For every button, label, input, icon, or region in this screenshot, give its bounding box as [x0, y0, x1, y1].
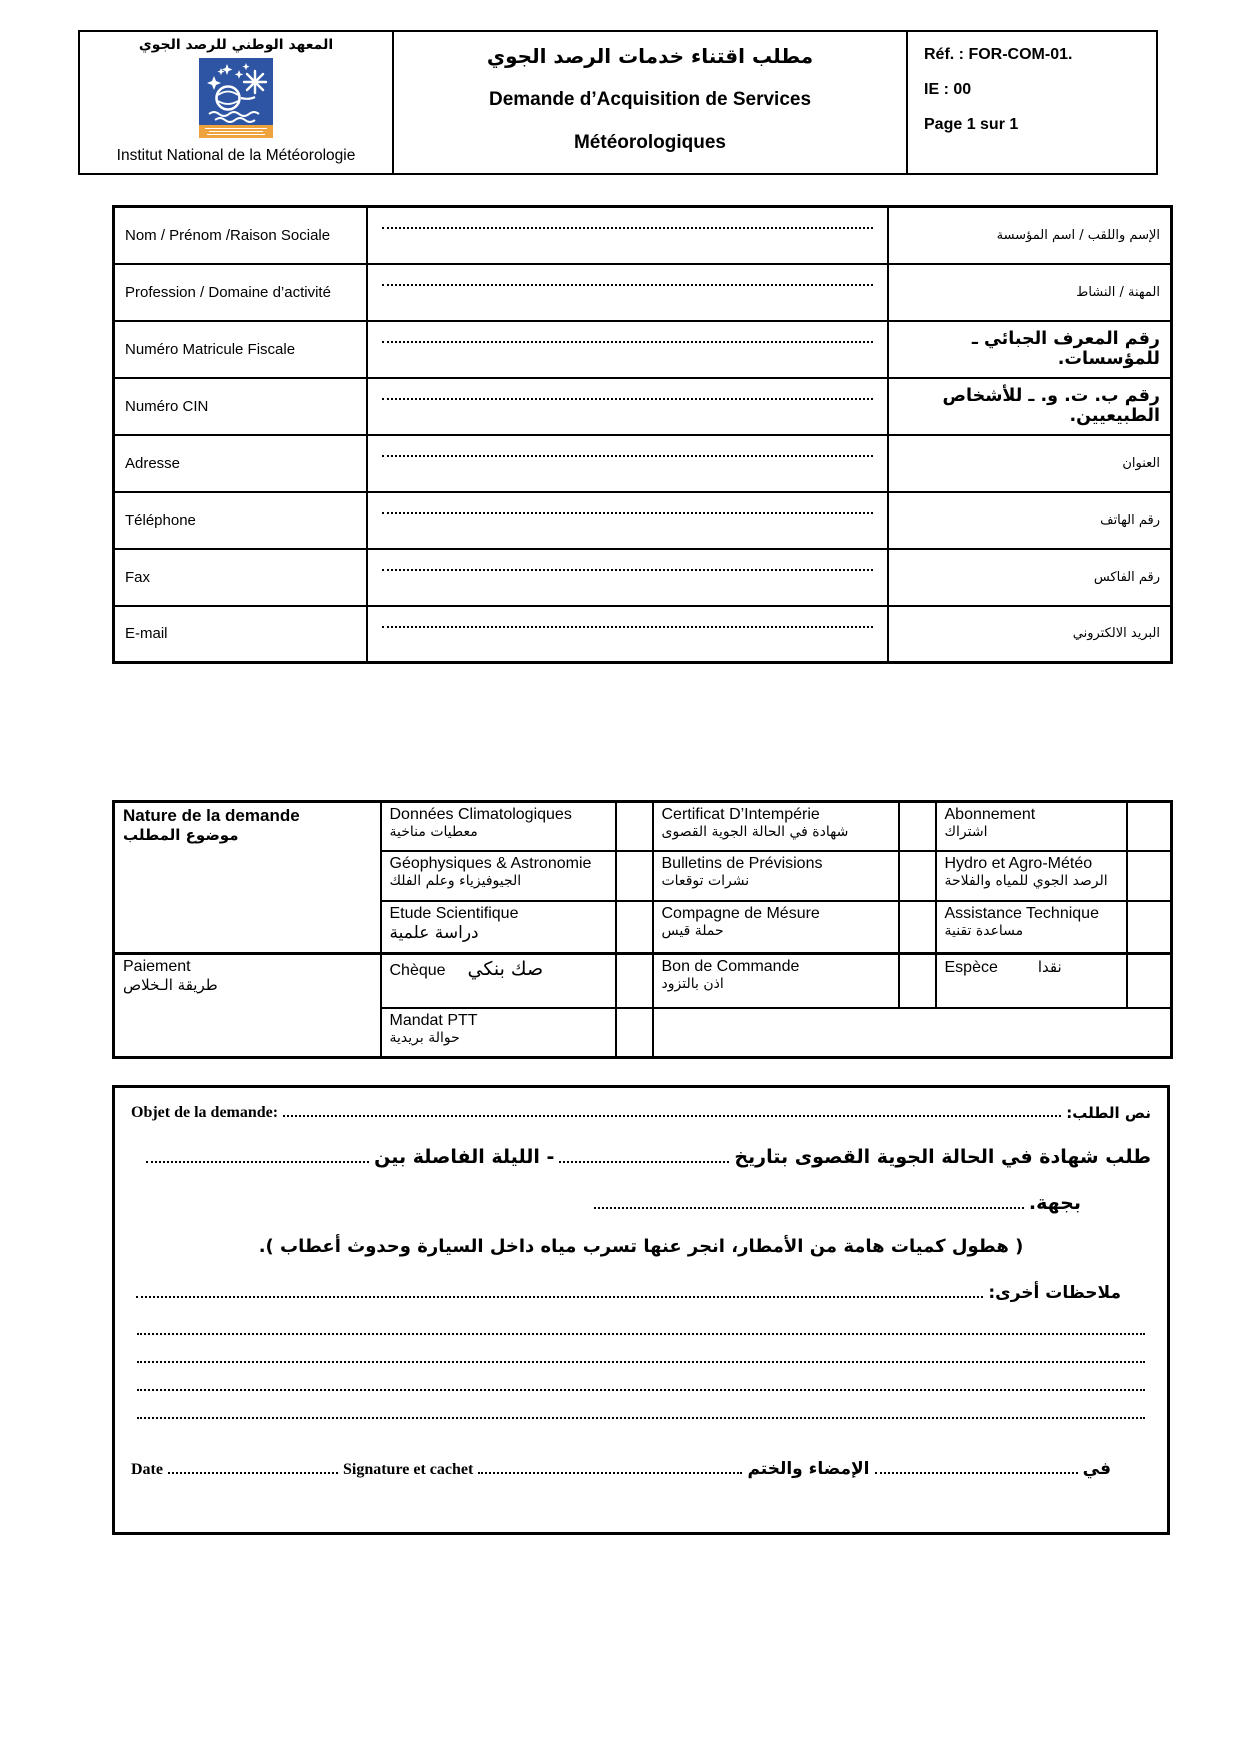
note-write-line[interactable] [137, 1417, 1145, 1419]
label-nom-ar: الإسم واللقب / اسم المؤسسة [888, 207, 1172, 264]
form-title-arabic: مطلب اقتناء خدمات الرصد الجوي [486, 44, 814, 68]
field-row-telephone [114, 492, 1172, 549]
reference-number: Réf. : FOR-COM-01. [924, 46, 1073, 63]
notes-label: ملاحظات أخرى: [988, 1283, 1121, 1303]
checkbox-etude[interactable] [616, 901, 653, 954]
label-cin-ar: رقم ب. ت. و. ـ للأشخاص الطبيعيين. [888, 378, 1172, 435]
label-fax: Fax [114, 549, 367, 606]
region-line [131, 1192, 1151, 1214]
note-write-line[interactable] [137, 1361, 1145, 1363]
region-label: بجهة. [1028, 1192, 1081, 1214]
header-ref-cell [908, 32, 1156, 173]
edition-number: IE : 00 [924, 81, 972, 98]
checkbox-mandat[interactable] [616, 1008, 653, 1058]
option-compagne-mesure: Compagne de Mésure حملة قيس [653, 901, 899, 954]
at-label-ar: في [1082, 1459, 1111, 1479]
notes-write-area[interactable] [136, 1296, 983, 1298]
objet-write-area[interactable] [283, 1115, 1061, 1117]
date-label: Date [131, 1461, 163, 1478]
checkbox-bon[interactable] [899, 954, 936, 1008]
date-signature-line [131, 1459, 1151, 1479]
checkbox-espece[interactable] [1127, 954, 1172, 1008]
night-write-area[interactable] [146, 1161, 369, 1163]
option-espece: Espèce نقدا [936, 954, 1127, 1008]
option-hydro-agro: Hydro et Agro-Météo الرصد الجوي للمياه والفلاحة [936, 851, 1127, 901]
option-certificat-intemperie: Certificat D’Intempérie شهادة في الحالة الجوية القصوى [653, 802, 899, 851]
signature-label-ar: الإمضاء والختم [747, 1459, 870, 1479]
field-row-adresse [114, 435, 1172, 492]
nature-label-cell [114, 802, 381, 954]
paiement-label-cell [114, 954, 381, 1058]
header-title-cell [394, 32, 908, 173]
field-row-matricule-fiscale [114, 321, 1172, 378]
option-geophysiques: Géophysiques & Astronomie الجيوفيزياء وعلم الفلك [381, 851, 616, 901]
label-email-ar: البريد الالكتروني [888, 606, 1172, 663]
nature-label-fr: Nature de la demande [123, 806, 300, 825]
option-assistance-technique: Assistance Technique مساعدة تقنية [936, 901, 1127, 954]
note-write-line[interactable] [137, 1333, 1145, 1335]
header [78, 30, 1158, 175]
adresse-write-area[interactable] [367, 435, 888, 492]
details-line: ( هطول كميات هامة من الأمطار، انجر عنها تسرب مياه داخل السيارة وحدوث أعطاب ). [258, 1236, 1024, 1257]
paiement-label-ar: طريقة الـخلاص [123, 976, 218, 994]
place-write-area[interactable] [875, 1472, 1078, 1474]
checkbox-bulletins[interactable] [899, 851, 936, 901]
label-cin: Numéro CIN [114, 378, 367, 435]
profession-write-area[interactable] [367, 264, 888, 321]
label-profession: Profession / Domaine d’activité [114, 264, 367, 321]
signature-label: Signature et cachet [342, 1461, 474, 1478]
checkbox-cheque[interactable] [616, 954, 653, 1008]
label-matricule-fiscale-ar: رقم المعرف الجبائي ـ للمؤسسات. [888, 321, 1172, 378]
date-field-write-area[interactable] [168, 1472, 338, 1474]
option-abonnement: Abonnement اشتراك [936, 802, 1127, 851]
option-bon-commande: Bon de Commande اذن بالتزود [653, 954, 899, 1008]
nom-write-area[interactable] [367, 207, 888, 264]
field-row-profession [114, 264, 1172, 321]
header-org-cell [80, 32, 394, 173]
objet-header-line [131, 1104, 1151, 1122]
nature-row-1 [114, 802, 1172, 851]
option-cheque: Chèque صك بنكي [381, 954, 616, 1008]
date-write-area[interactable] [559, 1161, 729, 1163]
org-name-arabic: المعهد الوطني للرصد الجوي [138, 37, 334, 53]
objet-section [112, 1085, 1170, 1535]
label-telephone-ar: رقم الهاتف [888, 492, 1172, 549]
checkbox-abonnement[interactable] [1127, 802, 1172, 851]
checkbox-geophysiques[interactable] [616, 851, 653, 901]
cin-write-area[interactable] [367, 378, 888, 435]
checkbox-donnees[interactable] [616, 802, 653, 851]
signature-write-area[interactable] [478, 1472, 742, 1474]
paiement-row-1 [114, 954, 1172, 1008]
label-nom: Nom / Prénom /Raison Sociale [114, 207, 367, 264]
form-title-french-line2: Météorologiques [573, 132, 726, 153]
field-row-fax [114, 549, 1172, 606]
form-title-french-line1: Demande d’Acquisition de Services [488, 89, 812, 110]
option-etude-scientifique: Etude Scientifique دراسة علمية [381, 901, 616, 954]
label-email: E-mail [114, 606, 367, 663]
certificate-request-line [131, 1146, 1151, 1168]
identity-table [112, 205, 1173, 664]
paiement-label-fr: Paiement [123, 958, 191, 975]
label-profession-ar: المهنة / النشاط [888, 264, 1172, 321]
objet-label-ar: نص الطلب: [1066, 1104, 1151, 1122]
objet-label-fr: Objet de la demande: [131, 1104, 279, 1121]
page-number: Page 1 sur 1 [924, 116, 1019, 133]
option-mandat-ptt: Mandat PTT حوالة بريدية [381, 1008, 616, 1058]
checkbox-certificat[interactable] [899, 802, 936, 851]
checkbox-hydro[interactable] [1127, 851, 1172, 901]
notes-line [131, 1283, 1151, 1303]
checkbox-compagne[interactable] [899, 901, 936, 954]
extra-note-lines [131, 1333, 1151, 1419]
field-row-cin [114, 378, 1172, 435]
option-donnees-climatologiques: Données Climatologiques معطيات مناخية [381, 802, 616, 851]
label-fax-ar: رقم الفاكس [888, 549, 1172, 606]
option-bulletins: Bulletins de Prévisions نشرات توقعات [653, 851, 899, 901]
label-telephone: Téléphone [114, 492, 367, 549]
inm-logo-icon [199, 58, 273, 143]
label-matricule-fiscale: Numéro Matricule Fiscale [114, 321, 367, 378]
org-name-french: Institut National de la Météorologie [116, 147, 356, 164]
request-text-part1: طلب شهادة في الحالة الجوية القصوى بتاريخ [734, 1146, 1151, 1168]
label-adresse: Adresse [114, 435, 367, 492]
request-text-part2: - الليلة الفاصلة بين [374, 1146, 555, 1168]
empty-cell [653, 1008, 1172, 1058]
field-row-email [114, 606, 1172, 663]
fax-write-area[interactable] [367, 549, 888, 606]
region-write-area[interactable] [594, 1207, 1024, 1209]
note-write-line[interactable] [137, 1389, 1145, 1391]
request-table [112, 800, 1173, 1059]
telephone-write-area[interactable] [367, 492, 888, 549]
nature-label-ar: موضوع المطلب [123, 826, 239, 844]
label-adresse-ar: العنوان [888, 435, 1172, 492]
checkbox-assistance[interactable] [1127, 901, 1172, 954]
matricule-write-area[interactable] [367, 321, 888, 378]
field-row-nom [114, 207, 1172, 264]
email-write-area[interactable] [367, 606, 888, 663]
